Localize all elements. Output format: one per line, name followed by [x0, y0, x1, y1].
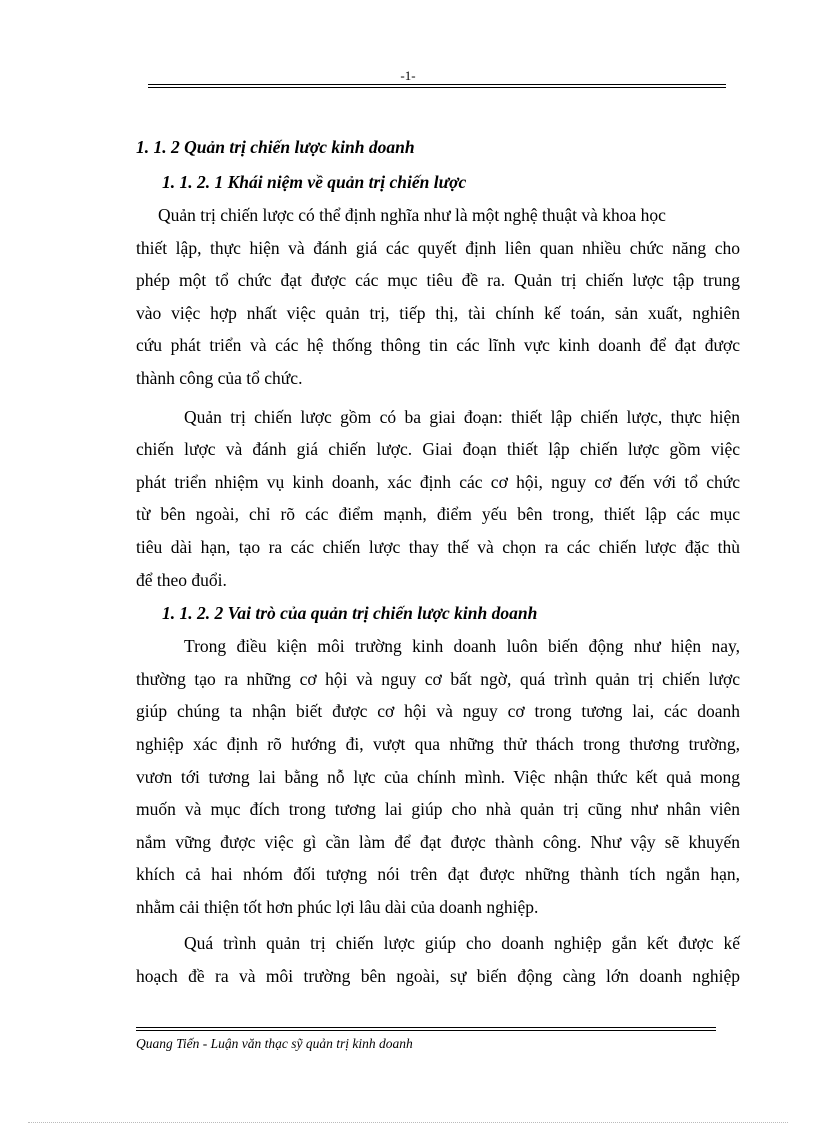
- text-line: muốn và mục đích trong tương lai giúp cho nhà quản trị cũng như nhân viên: [136, 799, 740, 820]
- text-line: Quá trình quản trị chiến lược giúp cho doanh nghiệp gắn kết được kế: [184, 933, 740, 954]
- text-line: phép một tổ chức đạt được các mục tiêu đề ra. Quản trị chiến lược tập trung: [136, 270, 740, 291]
- text-line: từ bên ngoài, chỉ rõ các điểm mạnh, điểm yếu bên trong, thiết lập các mục: [136, 504, 740, 525]
- header-rule: [148, 84, 726, 88]
- text-line: khích cả hai nhóm đối tượng nói trên đạt được những thành tích ngắn hạn,: [136, 864, 740, 885]
- text-line: vào việc hợp nhất việc quản trị, tiếp thị, tài chính kế toán, sản xuất, nghiên: [136, 302, 740, 323]
- footer-rule: [136, 1027, 716, 1031]
- text-line: nhằm cải thiện tốt hơn phúc lợi lâu dài của doanh nghiệp.: [136, 896, 539, 917]
- text-line: tiêu dài hạn, tạo ra các chiến lược thay thế và chọn ra các chiến lược đặc thù: [136, 536, 740, 557]
- paragraph-concept: [136, 199, 740, 395]
- text-line: Quản trị chiến lược có thể định nghĩa như là một nghệ thuật và khoa học: [158, 205, 666, 225]
- text-line: chiến lược và đánh giá chiến lược. Giai đoạn thiết lập chiến lược gồm việc: [136, 439, 740, 460]
- text-line: Trong điều kiện môi trường kinh doanh luôn biến động như hiện nay,: [184, 636, 740, 657]
- subsection-heading-1: 1. 1. 2. 1 Khái niệm về quản trị chiến lược: [162, 172, 467, 192]
- text-line: nắm vững được việc gì cần làm để đạt được thành công. Như vậy sẽ khuyến: [136, 831, 740, 852]
- text-line: thiết lập, thực hiện và đánh giá các quyết định liên quan nhiều chức năng cho: [136, 237, 740, 258]
- text-line: hoạch đề ra và môi trường bên ngoài, sự biến động càng lớn doanh nghiệp: [136, 966, 740, 987]
- text-line: thường tạo ra những cơ hội và nguy cơ bất ngờ, quá trình quản trị chiến lược: [136, 668, 740, 689]
- footer-text: Quang Tiến - Luận văn thạc sỹ quản trị kinh doanh: [136, 1036, 413, 1051]
- text-line: Quản trị chiến lược gồm có ba giai đoạn: thiết lập chiến lược, thực hiện: [184, 406, 740, 427]
- section-heading: 1. 1. 2 Quản trị chiến lược kinh doanh: [136, 137, 415, 157]
- text-line: nghiệp xác định rõ hướng đi, vượt qua những thử thách trong thương trường,: [136, 733, 740, 754]
- text-line: để theo đuổi.: [136, 569, 227, 590]
- text-line: phát triển nhiệm vụ kinh doanh, xác định các cơ hội, nguy cơ đến với tổ chức: [136, 471, 740, 492]
- text-line: giúp chúng ta nhận biết được cơ hội và nguy cơ trong tương lai, các doanh: [136, 701, 740, 722]
- paragraph-stages: [136, 401, 740, 597]
- paragraph-role: [136, 630, 740, 923]
- text-line: vươn tới tương lai bằng nỗ lực của chính mình. Việc nhận thức kết quả mong: [136, 766, 740, 787]
- paragraph-process: [136, 927, 740, 992]
- subsection-heading-2: 1. 1. 2. 2 Vai trò của quản trị chiến lược kinh doanh: [162, 603, 538, 624]
- text-line: thành công của tổ chức.: [136, 367, 303, 388]
- text-line: cứu phát triển và các hệ thống thông tin các lĩnh vực kinh doanh để đạt được: [136, 335, 740, 356]
- page-number: -1-: [400, 68, 416, 83]
- document-body: [136, 133, 740, 993]
